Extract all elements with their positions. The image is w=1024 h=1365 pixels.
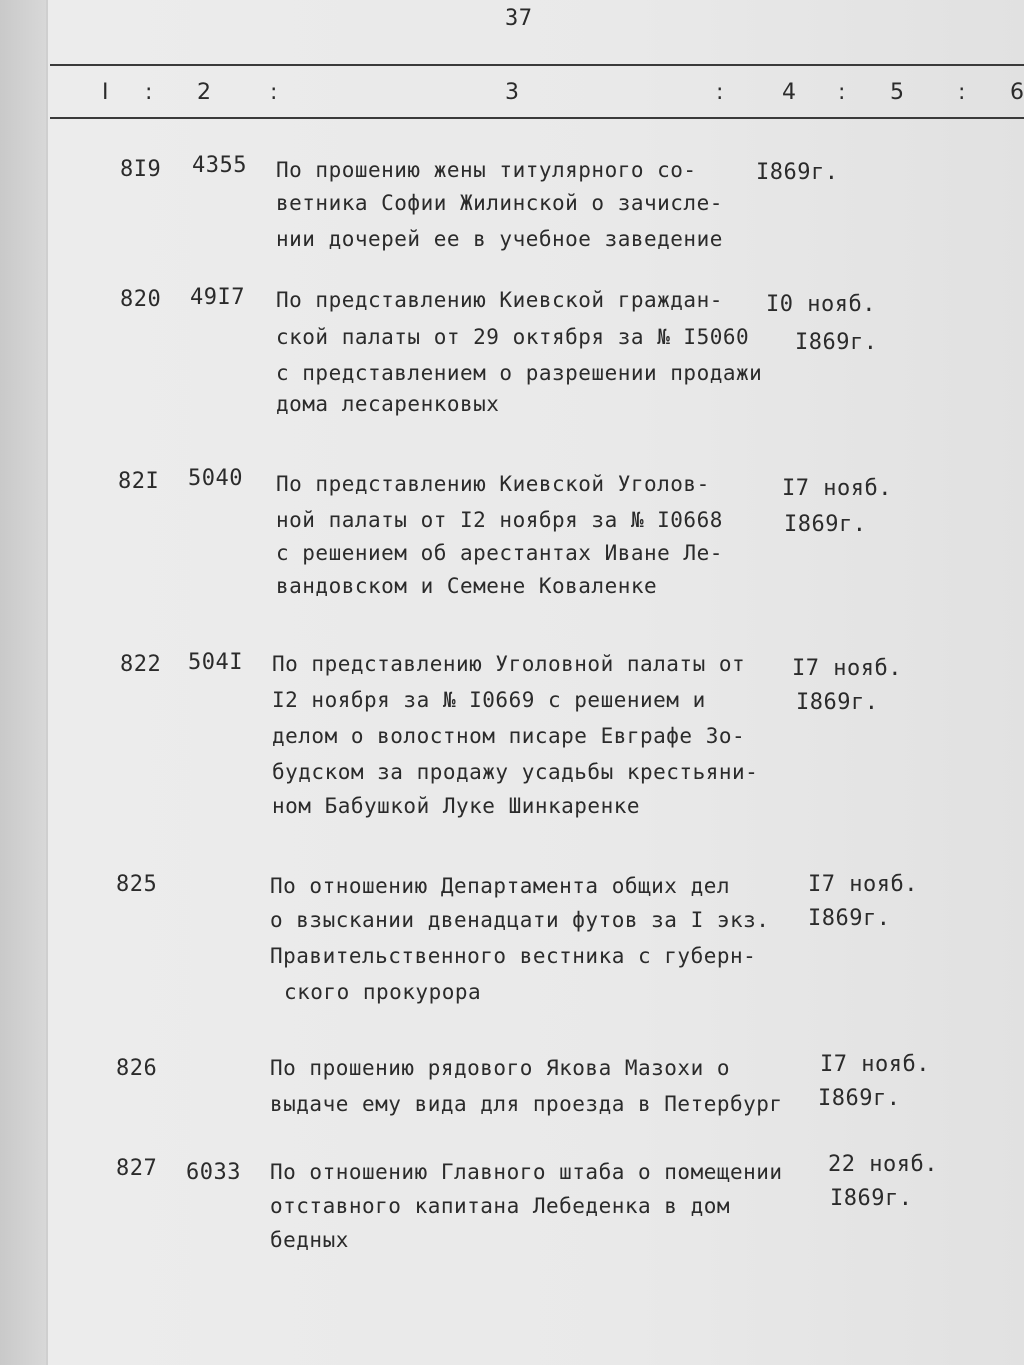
col-sep: : xyxy=(958,80,966,105)
col-4-header: 4 xyxy=(782,80,796,105)
col-sep: : xyxy=(716,80,724,105)
entry-number: 82I xyxy=(118,469,160,494)
col-6-header: 6 xyxy=(1010,80,1024,105)
entry-text-line: По представлению Уголовной палаты от xyxy=(272,652,746,676)
entry-date: I869г. xyxy=(808,906,891,931)
entry-date: I869г. xyxy=(795,330,878,355)
entry-text-line: По отношению Департамента общих дел xyxy=(270,874,731,898)
col-sep: : xyxy=(838,80,846,105)
entry-text-line: ского прокурора xyxy=(284,980,482,1004)
entry-text-line: I2 ноября за № I0669 с решением и xyxy=(272,688,706,712)
entry-text-line: По представлению Киевской Уголов- xyxy=(276,472,710,496)
col-2-header: 2 xyxy=(197,80,211,105)
entry-date: I7 нояб. xyxy=(792,656,902,681)
entry-text-line: вандовском и Семене Коваленке xyxy=(276,574,658,598)
entry-date: I869г. xyxy=(818,1086,901,1111)
entry-number: 820 xyxy=(120,287,162,312)
entry-code: 49I7 xyxy=(190,285,245,310)
entry-text-line: делом о волостном писаре Евграфе Зо- xyxy=(272,724,746,748)
entry-code: 6033 xyxy=(186,1160,241,1185)
entry-date: I869г. xyxy=(784,512,867,537)
entry-text-line: ном Бабушкой Луке Шинкаренке xyxy=(272,794,641,818)
entry-text-line: дома лесаренковых xyxy=(276,392,500,416)
entry-code: 4355 xyxy=(192,153,247,178)
col-1-header: I xyxy=(102,80,109,105)
col-sep: : xyxy=(270,80,278,105)
col-3-header: 3 xyxy=(505,80,519,105)
entry-text-line: По представлению Киевской граждан- xyxy=(276,288,723,312)
entry-text-line: выдаче ему вида для проезда в Петербург xyxy=(270,1092,783,1116)
entry-text-line: с решением об арестантах Иване Ле- xyxy=(276,541,723,565)
entry-text-line: По отношению Главного штаба о помещении xyxy=(270,1160,783,1184)
top-rule xyxy=(50,64,1024,66)
entry-date: I869г. xyxy=(830,1186,913,1211)
col-5-header: 5 xyxy=(890,80,904,105)
entry-text-line: отставного капитана Лебеденка в дом xyxy=(270,1194,731,1218)
entry-date: I7 нояб. xyxy=(820,1052,930,1077)
header-rule xyxy=(50,117,1024,119)
entry-text-line: будском за продажу усадьбы крестьяни- xyxy=(272,760,759,784)
entry-date: I869г. xyxy=(756,160,839,185)
entry-code: 5040 xyxy=(188,466,243,491)
entry-number: 825 xyxy=(116,872,158,897)
left-page-edge xyxy=(0,0,46,1365)
entry-number: 826 xyxy=(116,1056,158,1081)
entry-number: 822 xyxy=(120,652,162,677)
col-sep: : xyxy=(145,80,153,105)
entry-text-line: По прошению рядового Якова Мазохи о xyxy=(270,1056,731,1080)
entry-text-line: ской палаты от 29 октября за № I5060 xyxy=(276,325,750,349)
entry-text-line: бедных xyxy=(270,1228,349,1252)
entry-text-line: о взыскании двенадцати футов за I экз. xyxy=(270,908,770,932)
entry-date: I7 нояб. xyxy=(808,872,918,897)
entry-text-line: с представлением о разрешении продажи xyxy=(276,361,763,385)
entry-text-line: По прошению жены титулярного со- xyxy=(276,158,697,182)
page-number: 37 xyxy=(505,6,533,31)
entry-number: 8I9 xyxy=(120,157,162,182)
entry-text-line: ветника Софии Жилинской о зачисле- xyxy=(276,191,723,215)
entry-code: 504I xyxy=(188,650,243,675)
entry-date: 22 нояб. xyxy=(828,1152,938,1177)
entry-date: I7 нояб. xyxy=(782,476,892,501)
entry-text-line: ной палаты от I2 ноября за № I0668 xyxy=(276,508,723,532)
entry-number: 827 xyxy=(116,1156,158,1181)
entry-date: I0 нояб. xyxy=(766,292,876,317)
entry-text-line: нии дочерей ее в учебное заведение xyxy=(276,227,723,251)
entry-date: I869г. xyxy=(796,690,879,715)
entry-text-line: Правительственного вестника с губерн- xyxy=(270,944,757,968)
